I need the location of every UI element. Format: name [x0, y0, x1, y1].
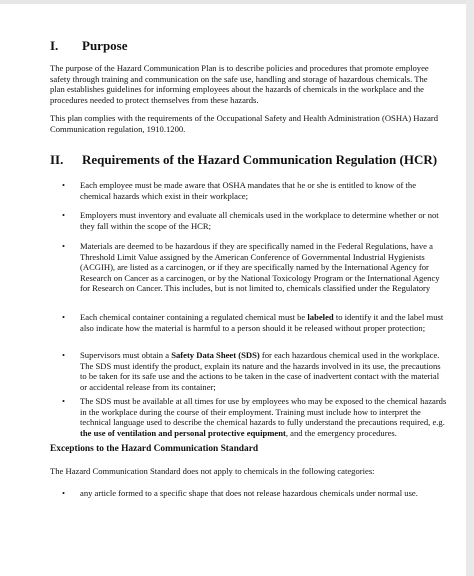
bullet-glyph: •	[62, 312, 66, 322]
bullet-text-part: Supervisors must obtain a	[80, 350, 172, 360]
section-1-title: Purpose	[82, 38, 128, 53]
bullet-text-part: The SDS must be available at all times for use by employees who may be exposed to the chemical hazards in the workplace during the course of their employment. Training must include how to interpret the technical language used to describe the chemical hazards to fully understand the precautions required, e.g.	[80, 396, 447, 428]
bullet-glyph: •	[62, 350, 66, 360]
bullet-text: any article formed to a specific shape that does not release hazardous chemicals under normal use.	[80, 488, 418, 498]
section-1-number: I.	[50, 38, 59, 53]
bullet-text-emphasis: Safety Data Sheet (SDS)	[171, 350, 260, 360]
page-right-edge	[466, 0, 474, 576]
section-2-title: Requirements of the Hazard Communication Regulation (HCR)	[82, 152, 438, 167]
bullet-glyph: •	[62, 488, 66, 498]
bullet-text-emphasis: the use of ventilation and personal protective equipment	[80, 427, 286, 438]
bullet-text: Employers must inventory and evaluate all chemicals used in the workplace to determine whether or not they fall within the scope of the HCR;	[80, 210, 439, 231]
bullet-text-part: to identify it and the label must also indicate how the material is harmful to a person should it be released without proper protection;	[80, 312, 444, 333]
osha-compliance-paragraph: This plan complies with the requirements of the Occupational Safety and Health Administration (OSHA) Hazard Communication regulation, 1910.1200.	[50, 113, 439, 134]
bullet-glyph: •	[62, 210, 66, 220]
bullet-text: Materials are deemed to be hazardous if they are specifically named in the Federal Regulations, have a Threshold Limit Value assigned by the American Conference of Governmental Industrial Hygienists (ACGIH), are listed as a carcinogen, or if they are specifically named by the International Agency for Research on Cancer as a carcinogen, or by the National Toxicology Program or the International Agency for Research on Cancer. This includes, but is not limited to, chemicals classified under the Regulatory	[80, 241, 440, 294]
bullet-glyph: •	[62, 241, 66, 251]
bullet-text-emphasis: labeled	[307, 312, 334, 322]
section-2-heading	[50, 152, 450, 168]
purpose-paragraph: The purpose of the Hazard Communication Plan is to describe policies and procedures that promote employee safety through training and communication on the safe use, handling and storage of hazardous chemicals. The plan establishes guidelines for informing employees about the hazards of chemicals in the workplace and the procedures needed to protect themselves from these hazards.	[50, 63, 429, 105]
bullet-glyph: •	[62, 396, 66, 406]
section-2-number: II.	[50, 152, 64, 167]
bullet-text: Each employee must be made aware that OSHA mandates that he or she is entitled to know of the chemical hazards which exist in their workplace;	[80, 180, 417, 201]
exceptions-intro: The Hazard Communication Standard does not apply to chemicals in the following categories:	[50, 466, 375, 476]
bullet-text	[80, 312, 448, 333]
section-1-heading	[50, 38, 350, 54]
bullet-text	[80, 350, 448, 392]
exceptions-heading: Exceptions to the Hazard Communication Standard	[50, 444, 259, 454]
bullet-text-part: Each chemical container containing a regulated chemical must be	[80, 312, 308, 322]
bullet-text	[80, 396, 448, 438]
bullet-text-part: , and the emergency procedures.	[285, 427, 397, 438]
bullet-glyph: •	[62, 180, 66, 190]
page-top-edge	[0, 0, 474, 4]
bullet-text-part: for each hazardous chemical used in the workplace. The SDS must identify the product, explain its nature and the hazards involved in its use, the precautions to be taken for its safe use and the actions to be taken in the case of inadvertent contact with the material or accidental release from its container;	[80, 350, 441, 392]
